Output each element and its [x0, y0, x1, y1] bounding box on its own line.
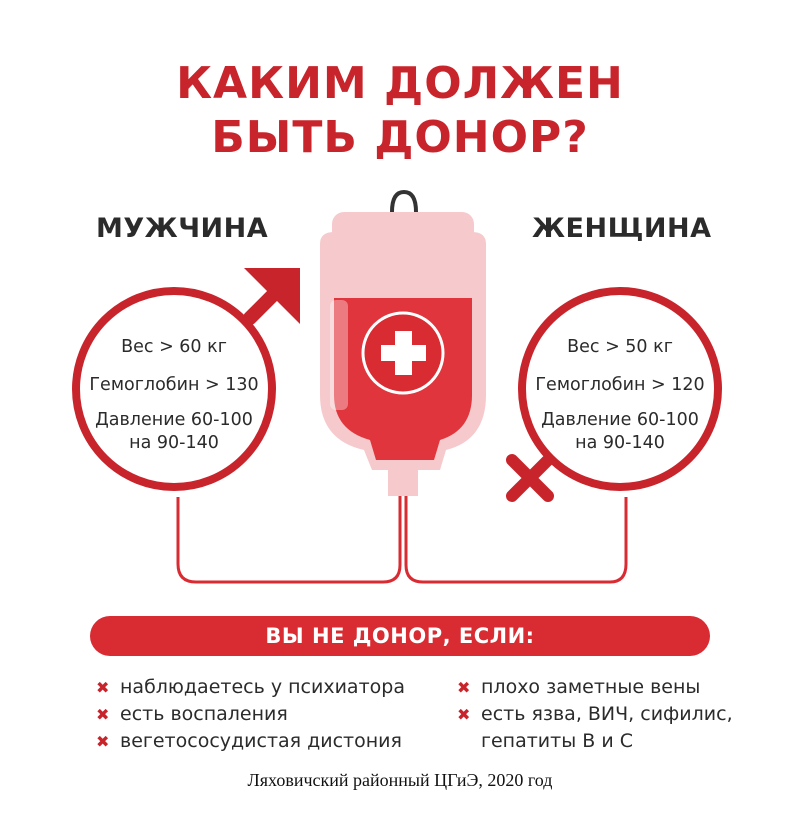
male-hemoglobin: Гемоглобин > 130 [89, 375, 259, 395]
not-donor-banner: ВЫ НЕ ДОНОР, ЕСЛИ: [90, 616, 710, 656]
male-criteria-circle [72, 287, 276, 491]
credit-caption: Ляховичский районный ЦГиЭ, 2020 год [247, 770, 553, 790]
condition-text: плохо заметные вены [481, 676, 701, 698]
cross-bullet-icon: ✖ [457, 705, 471, 724]
list-item [94, 728, 405, 755]
conditions-list-right [455, 674, 733, 755]
condition-text: вегетососудистая дистония [120, 730, 402, 752]
female-pressure-line-1: Давление 60-100 [541, 410, 699, 430]
list-item [94, 674, 405, 701]
condition-text: есть воспаления [120, 703, 288, 725]
cross-bullet-icon: ✖ [96, 678, 110, 697]
list-item [455, 701, 733, 728]
cross-bullet-icon: ✖ [96, 732, 110, 751]
conditions-list-left [94, 674, 405, 755]
condition-text: есть язва, ВИЧ, сифилис, [481, 703, 733, 725]
page-title-line-1: КАКИМ ДОЛЖЕН [176, 58, 624, 109]
condition-text: наблюдаетесь у психиатора [120, 676, 405, 698]
male-heading: МУЖЧИНА [96, 213, 269, 244]
female-criteria-circle [518, 287, 722, 491]
male-weight: Вес > 60 кг [121, 337, 227, 357]
male-pressure-line-1: Давление 60-100 [95, 410, 253, 430]
female-pressure-line-2: на 90-140 [575, 433, 665, 453]
list-item [455, 674, 733, 701]
female-hemoglobin: Гемоглобин > 120 [535, 375, 705, 395]
list-item [94, 701, 405, 728]
female-symbol-icon [512, 460, 548, 496]
blood-tube [178, 495, 626, 582]
male-pressure-line-2: на 90-140 [129, 433, 219, 453]
condition-text: гепатиты В и С [481, 730, 633, 752]
cross-bullet-icon: ✖ [96, 705, 110, 724]
medical-cross-icon [363, 313, 443, 393]
female-weight: Вес > 50 кг [567, 337, 673, 357]
page-title-line-2: БЫТЬ ДОНОР? [211, 112, 589, 163]
female-heading: ЖЕНЩИНА [532, 213, 712, 244]
male-symbol-icon [244, 268, 300, 324]
list-item [455, 728, 733, 755]
cross-bullet-icon: ✖ [457, 678, 471, 697]
